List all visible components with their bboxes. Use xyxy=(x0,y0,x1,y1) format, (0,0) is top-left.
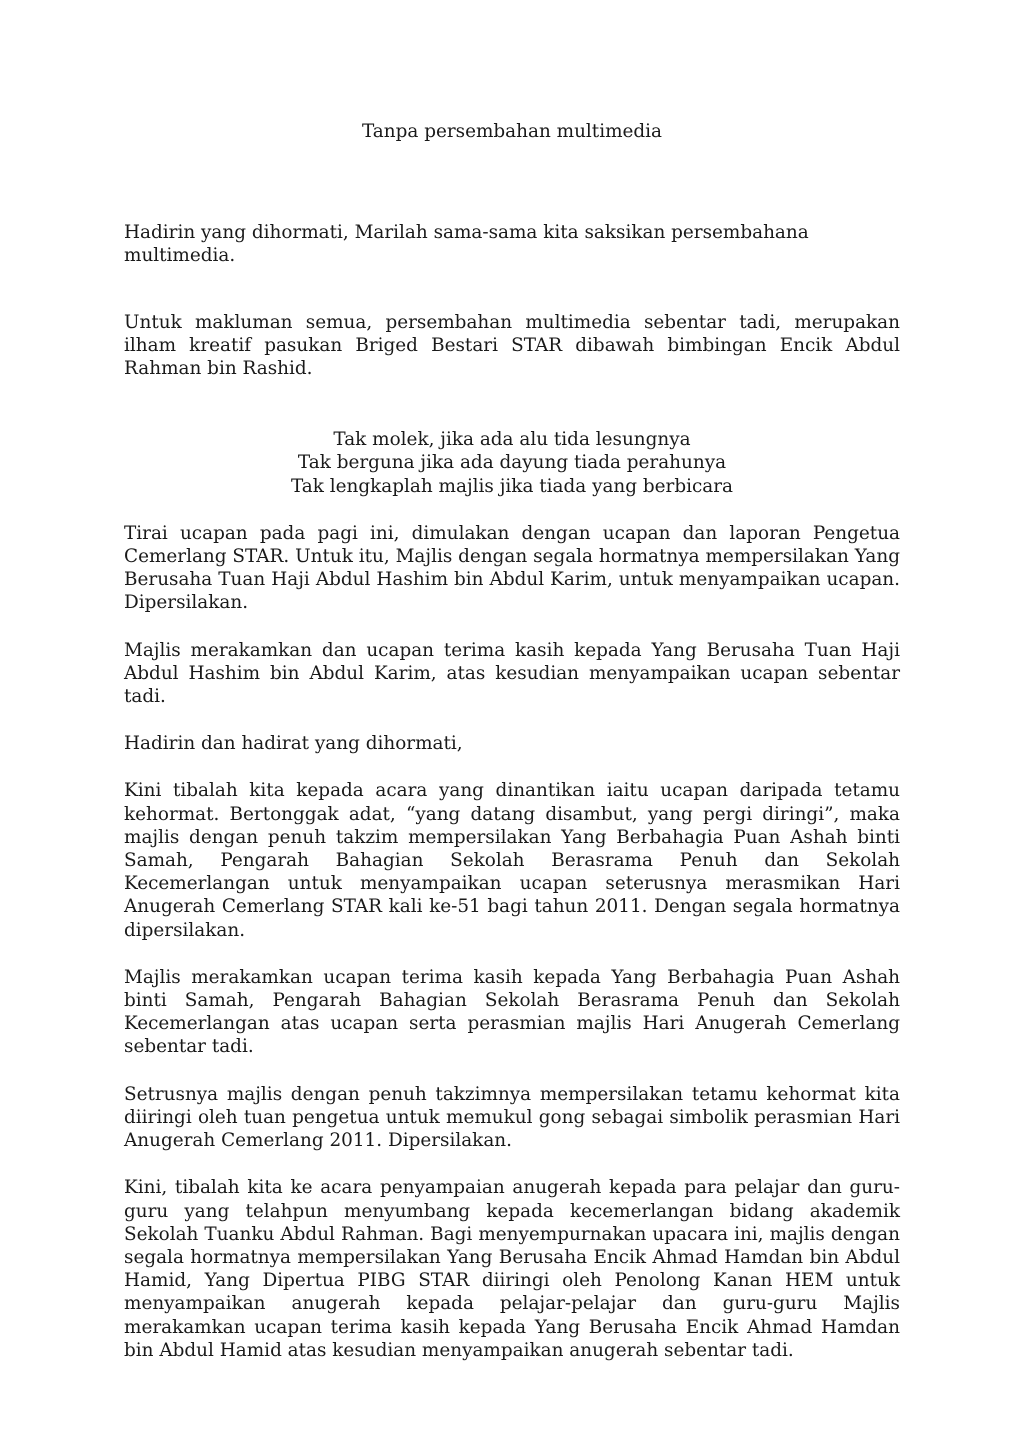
document-page xyxy=(124,120,900,1362)
pantun-line: Tak molek, jika ada alu tida lesungnya xyxy=(333,429,691,451)
paragraph-intro: Hadirin yang dihormati, Marilah sama-sama kita saksikan persembahana multimedia. xyxy=(124,222,809,267)
paragraph-greeting: Hadirin dan hadirat yang dihormati, xyxy=(124,733,463,755)
paragraph-gong: Setrusnya majlis dengan penuh takzimnya mempersilakan tetamu kehormat kita diiringi oleh tuan pengetua untuk memukul gong sebagai simbolik perasmian Hari Anugerah Cemerlang 2011. Dipersilakan. xyxy=(124,1083,900,1152)
paragraph-info: Untuk makluman semua, persembahan multimedia sebentar tadi, merupakan ilham kreatif pasukan Briged Bestari STAR dibawah bimbingan Encik Abdul Rahman bin Rashid. xyxy=(124,311,900,380)
pantun-line: Tak lengkaplah majlis jika tiada yang berbicara xyxy=(290,475,734,497)
paragraph-thanks-principal: Majlis merakamkan dan ucapan terima kasih kepada Yang Berusaha Tuan Haji Abdul Hashim bin Abdul Karim, atas kesudian menyampaikan ucapan sebentar tadi. xyxy=(124,639,900,708)
pantun-line: Tak berguna jika ada dayung tiada perahunya xyxy=(297,452,727,474)
paragraph-opening-speech: Tirai ucapan pada pagi ini, dimulakan dengan ucapan dan laporan Pengetua Cemerlang STAR. Untuk itu, Majlis dengan segala hormatnya mempersilakan Yang Berusaha Tuan Haji Abdul Hashim bin Abdul Karim, untuk menyampaikan ucapan. Dipersilakan. xyxy=(124,522,900,614)
page-title: Tanpa persembahan multimedia xyxy=(361,121,663,142)
paragraph-awards: Kini, tibalah kita ke acara penyampaian anugerah kepada para pelajar dan guru-guru yang telahpun menyumbang kepada kecemerlangan bidang akademik Sekolah Tuanku Abdul Rahman. Bagi menyempurnakan upacara ini, majlis dengan segala hormatnya mempersilakan Yang Berusaha Encik Ahmad Hamdan bin Abdul Hamid, Yang Dipertua PIBG STAR diiringi oleh Penolong Kanan HEM untuk menyampaikan anugerah kepada pelajar-pelajar dan guru-guru Majlis merakamkan ucapan terima kasih kepada Yang Berusaha Encik Ahmad Hamdan bin Abdul Hamid atas kesudian menyampaikan anugerah sebentar tadi. xyxy=(124,1177,900,1361)
paragraph-thanks-guest: Majlis merakamkan ucapan terima kasih kepada Yang Berbahagia Puan Ashah binti Samah, Pengarah Bahagian Sekolah Berasrama Penuh dan Sekolah Kecemerlangan atas ucapan serta perasmian majlis Hari Anugerah Cemerlang sebentar tadi. xyxy=(124,966,900,1058)
pantun-verse xyxy=(124,428,900,498)
paragraph-guest-speech: Kini tibalah kita kepada acara yang dinantikan iaitu ucapan daripada tetamu kehormat. Bertonggak adat, “yang datang disambut, yang pergi diringi”, maka majlis dengan penuh takzim mempersilakan Yang Berbahagia Puan Ashah binti Samah, Pengarah Bahagian Sekolah Berasrama Penuh dan Sekolah Kecemerlangan untuk menyampaikan ucapan seterusnya merasmikan Hari Anugerah Cemerlang STAR kali ke-51 bagi tahun 2011. Dengan segala hormatnya dipersilakan. xyxy=(124,780,900,941)
